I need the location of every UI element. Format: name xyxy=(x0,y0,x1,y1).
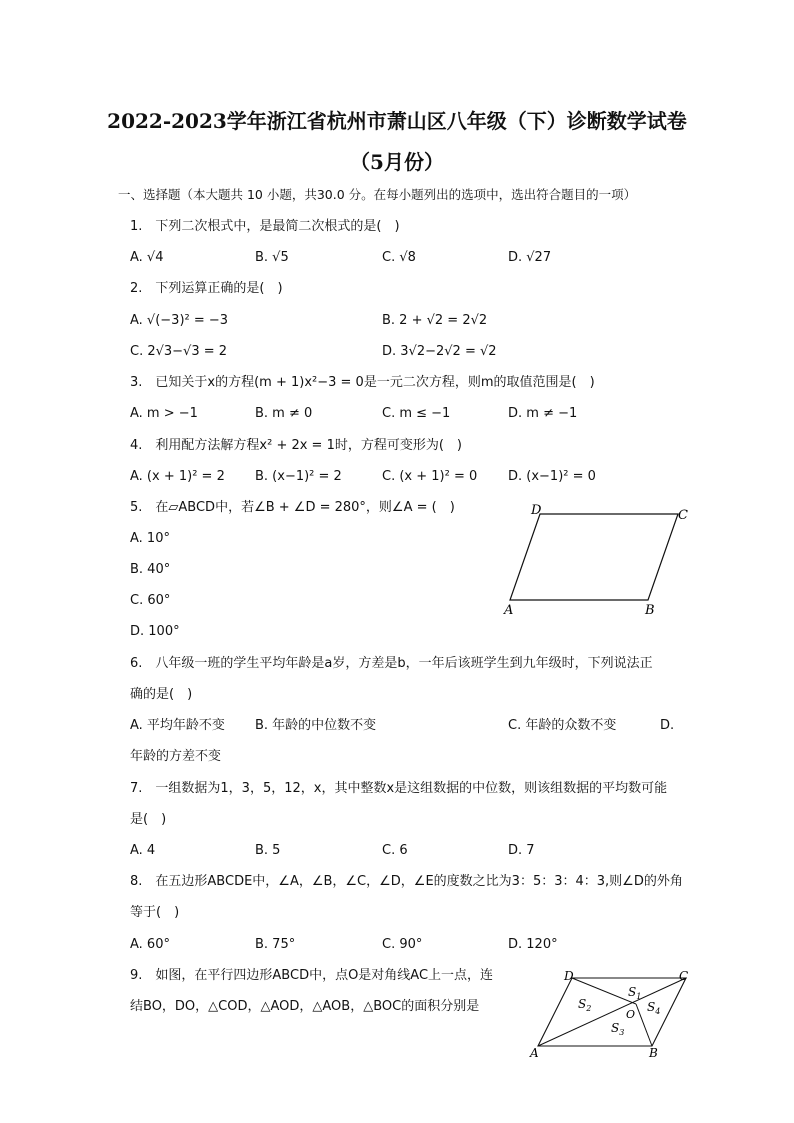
q8-stem-line2: 等于( ) xyxy=(130,905,180,920)
q9-stem-line2: 结BO，DO，△COD，△AOD，△AOB，△BOC的面积分别是 xyxy=(130,999,480,1014)
q1-option-c: C. √8 xyxy=(382,250,416,265)
q2-option-d: D. 3√2−2√2 = √2 xyxy=(382,344,497,359)
q3-option-a: A. m > −1 xyxy=(130,406,198,421)
q5-parallelogram-figure xyxy=(500,502,700,617)
q2-option-a: A. √(−3)² = −3 xyxy=(130,313,229,328)
q1-option-d: D. √27 xyxy=(508,250,552,265)
parallelogram-shape xyxy=(510,514,678,600)
q1-option-b: B. √5 xyxy=(255,250,289,265)
q6-option-d-label: D. xyxy=(660,718,675,733)
diagonal-ac xyxy=(538,978,686,1046)
section-heading: 一、选择题（本大题共 10 小题，共30.0 分。在每小题列出的选项中，选出符合题目的一项） xyxy=(118,187,637,202)
q5-option-b: B. 40° xyxy=(130,562,171,577)
q2-stem: 2. 下列运算正确的是( ) xyxy=(130,281,283,296)
q1-option-a: A. √4 xyxy=(130,250,164,265)
point-label-o: O xyxy=(626,1008,636,1021)
vertex-label-a: A xyxy=(530,1046,539,1060)
q6-option-d-text: 年龄的方差不变 xyxy=(130,749,222,764)
q9-stem-line1: 9. 如图，在平行四边形ABCD中，点O是对角线AC上一点，连 xyxy=(130,968,494,983)
q6-stem-line2: 确的是( ) xyxy=(130,687,193,702)
vertex-label-c: C xyxy=(679,969,689,983)
vertex-label-b: B xyxy=(645,603,655,617)
exam-title-line2: （5月份） xyxy=(350,150,444,174)
q6-option-b: B. 年龄的中位数不变 xyxy=(255,718,377,733)
q7-option-a: A. 4 xyxy=(130,843,156,858)
q3-option-c: C. m ≤ −1 xyxy=(382,406,451,421)
q6-option-c: C. 年龄的众数不变 xyxy=(508,718,617,733)
vertex-label-c: C xyxy=(678,508,688,523)
q5-option-d: D. 100° xyxy=(130,624,180,639)
q2-option-b: B. 2 + √2 = 2√2 xyxy=(382,313,488,328)
q5-stem: 5. 在▱ABCD中，若∠B + ∠D = 280°，则∠A = ( ) xyxy=(130,500,455,515)
area-label-s1: $S_1$ xyxy=(628,985,642,1001)
q4-option-d: D. (x−1)² = 0 xyxy=(508,469,596,484)
q1-stem: 1. 下列二次根式中，是最简二次根式的是( ) xyxy=(130,219,400,234)
vertex-label-a: A xyxy=(504,603,514,617)
q8-option-d: D. 120° xyxy=(508,937,558,952)
q8-option-a: A. 60° xyxy=(130,937,170,952)
area-label-s2: $S_2$ xyxy=(578,997,592,1013)
q2-option-c: C. 2√3−√3 = 2 xyxy=(130,344,228,359)
q8-stem-line1: 8. 在五边形ABCDE中，∠A，∠B，∠C，∠D，∠E的度数之比为3：5：3：4：3,则∠D的外角 xyxy=(130,874,683,889)
q5-option-c: C. 60° xyxy=(130,593,171,608)
q3-stem: 3. 已知关于x的方程(m + 1)x²−3 = 0是一元二次方程，则m的取值范围是( ) xyxy=(130,375,595,390)
q3-option-b: B. m ≠ 0 xyxy=(255,406,313,421)
q4-stem: 4. 利用配方法解方程x² + 2x = 1时，方程可变形为( ) xyxy=(130,438,463,453)
q6-option-a: A. 平均年龄不变 xyxy=(130,718,225,733)
q7-stem-line1: 7. 一组数据为1，3，5，12，x，其中整数x是这组数据的中位数，则该组数据的平均数可能 xyxy=(130,781,668,796)
q7-option-b: B. 5 xyxy=(255,843,281,858)
area-label-s4: $S_4$ xyxy=(647,1000,661,1016)
vertex-label-d: D xyxy=(531,503,542,518)
q3-option-d: D. m ≠ −1 xyxy=(508,406,578,421)
q4-option-c: C. (x + 1)² = 0 xyxy=(382,469,478,484)
q7-stem-line2: 是( ) xyxy=(130,812,167,827)
q8-option-c: C. 90° xyxy=(382,937,423,952)
q9-parallelogram-figure xyxy=(526,966,696,1061)
q6-stem-line1: 6. 八年级一班的学生平均年龄是a岁，方差是b，一年后该班学生到九年级时，下列说法正 xyxy=(130,656,653,671)
vertex-label-b: B xyxy=(649,1046,658,1060)
q4-option-b: B. (x−1)² = 2 xyxy=(255,469,342,484)
q7-option-d: D. 7 xyxy=(508,843,535,858)
vertex-label-d: D xyxy=(564,969,574,983)
q7-option-c: C. 6 xyxy=(382,843,408,858)
q8-option-b: B. 75° xyxy=(255,937,296,952)
exam-title-line1: 2022-2023学年浙江省杭州市萧山区八年级（下）诊断数学试卷 xyxy=(107,109,687,133)
area-label-s3: $S_3$ xyxy=(611,1021,625,1037)
q4-option-a: A. (x + 1)² = 2 xyxy=(130,469,225,484)
q5-option-a: A. 10° xyxy=(130,531,170,546)
